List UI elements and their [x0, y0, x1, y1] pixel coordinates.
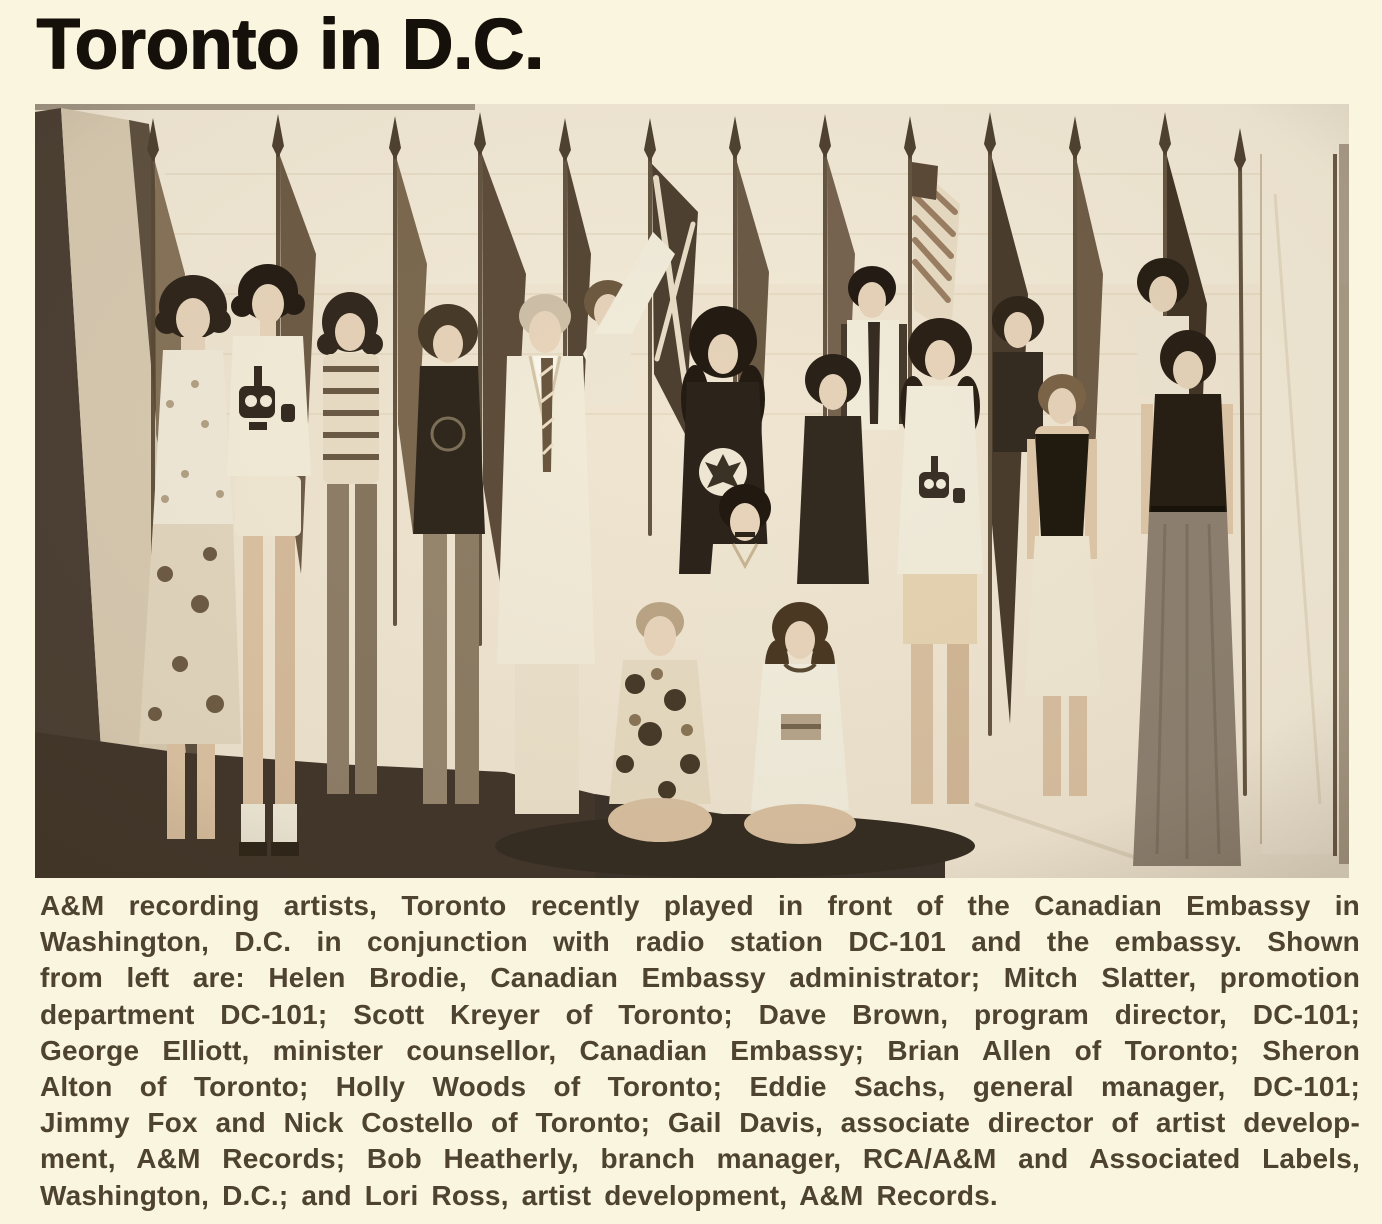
caption-line: Alton of Toronto; Holly Woods of Toronto; Eddie Sachs, general manager, DC-101; [40, 1071, 1360, 1103]
group-photo-illustration [35, 104, 1349, 878]
caption-line: Jimmy Fox and Nick Costello of Toronto; Gail Davis, associate director of artist develop- [40, 1107, 1360, 1139]
caption-line: department DC-101; Scott Kreyer of Toronto; Dave Brown, program director, DC-101; [40, 998, 1360, 1030]
caption-line: ment, A&M Records; Bob Heatherly, branch manager, RCA/A&M and Associated Labels, [40, 1143, 1360, 1175]
photo-caption [40, 888, 1360, 1214]
caption-line: from left are: Helen Brodie, Canadian Embassy administrator; Mitch Slatter, promotion [40, 962, 1360, 994]
caption-line: Washington, D.C. in conjunction with radio station DC-101 and the embassy. Shown [40, 926, 1360, 958]
caption-line: George Elliott, minister counsellor, Canadian Embassy; Brian Allen of Toronto; Sheron [40, 1034, 1360, 1066]
photo-vignette [35, 104, 1349, 878]
group-photo [35, 104, 1349, 878]
headline: Toronto in D.C. [36, 5, 544, 84]
caption-line: Washington, D.C.; and Lori Ross, artist development, A&M Records. [40, 1179, 998, 1211]
caption-line: A&M recording artists, Toronto recently played in front of the Canadian Embassy in [40, 890, 1360, 921]
